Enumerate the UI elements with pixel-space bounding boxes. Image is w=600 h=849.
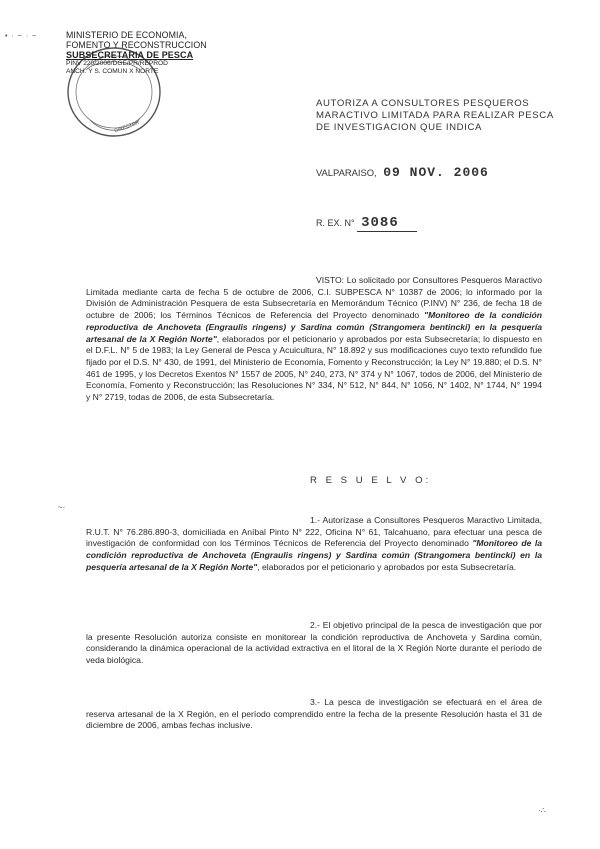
stamp-line-species: ANCH. Y S. COMUN X NORTE (66, 67, 159, 75)
foot-mark: ·∴ (538, 806, 546, 815)
margin-mark: ~· (58, 503, 66, 512)
visto-project-name: "Monitoreo de la condición reproductiva de Anchoveta (Engraulis ringens) y Sardina común (Strangomera bentincki) en la pesquería artesanal de la X Región Norte" (86, 310, 542, 344)
visto-text-2: , elaborados por el peticionario y aprobados por esta Subsecretaría; lo dispuesto en el D.F.L. N° 5 de 1983; la Ley General de Pesca y Acuicultura, N° 18.892 y sus modificaciones cuyo texto refundido fue fijado por el D.S. N° 430, de 1991, del Ministerio de Economía, Fomento y Reconstrucción; la Ley N° 19.880; el D.S. N° 461 de 1995, y los Decretos Exentos N° 1557 de 2005, N° 240, 273, N° 374 y N° 1067, todos de 2006, del Ministerio de Economía, Fomento y Reconstrucción; las Resoluciones N° 334, N° 512, N° 844, N° 1056, N° 1402, N° 1744, N° 1994 y N° 2719, todas de 2006, de esta Subsecretaría. (86, 333, 542, 403)
place-label: VALPARAISO, (316, 167, 377, 178)
point-2-text: 2.- El objetivo principal de la pesca de investigación que por la presente Resolución autoriza consiste en monitorear la condición reproductiva de Anchoveta y Sardina común, considerando la dinámica operacional de la actividad extractiva en el litoral de la X Región Norte durante el período de veda biológica. (86, 620, 542, 666)
handwritten-date: 09 NOV. 2006 (383, 165, 489, 180)
ministry-stamp (66, 30, 216, 135)
document-title: AUTORIZA A CONSULTORES PESQUEROS MARACTIVO LIMITADA PARA REALIZAR PESCA DE INVESTIGACION QUE INDICA (316, 98, 554, 133)
visto-lead: VISTO: (316, 275, 345, 285)
resolution-number-line (316, 215, 417, 231)
resuelvo-heading: R E S U E L V O: (310, 475, 432, 486)
seal-ring-text: DIRECTOR (113, 119, 141, 135)
point-1-text-2: , elaborados por el peticionario y aprobados por esta Subsecretaría. (257, 561, 517, 572)
rex-label: R. EX. N° (316, 218, 355, 228)
place-date-line (316, 165, 489, 180)
stamp-line-fomento: FOMENTO Y RECONSTRUCCION (66, 40, 207, 50)
stamp-line-reference: PINV 220/2006/DGE/PR/REPROD (66, 60, 168, 67)
stamp-line-ministry: MINISTERIO DE ECONOMIA, (66, 30, 188, 40)
point-1-paragraph (86, 515, 542, 574)
point-1-project-name: "Monitoreo de la condición reproductiva de Anchoveta (Engraulis ringens) y Sardina común (Strangomera bentincki) en la pesquería artesanal de la X Región Norte" (86, 538, 542, 572)
visto-paragraph (86, 275, 542, 404)
point-3-paragraph (86, 697, 542, 732)
corner-scan-mark: • · ~ · ~ (5, 33, 38, 40)
point-2-paragraph (86, 620, 542, 667)
point-1-text-1: 1.- Autorízase a Consultores Pesqueros Maractivo Limitada, R.U.T. N° 76.286.890-3, domiciliada en Aníbal Pinto N° 222, Oficina N° 61, Talcahuano, para efectuar una pesca de investigación de conformidad con los Términos Técnicos de Referencia del Proyecto denominado (86, 515, 542, 549)
resolution-number: 3086 (357, 215, 417, 232)
visto-text-1: Lo solicitado por Consultores Pesqueros Maractivo Limitada mediante carta de fecha 5 de octubre de 2006, C.I. SUBPESCA N° 10387 de 2006; lo informado por la División de Administración Pesquera de esta Subsecretaría en Memorándum Técnico (P.INV) N° 236, de fecha 18 de octubre de 2006; los Términos Técnicos de Referencia del Proyecto denominado (86, 275, 542, 321)
stamp-line-subsecretaria: SUBSECRETARIA DE PESCA (66, 50, 194, 60)
point-3-text: 3.- La pesca de investigación se efectuará en el área de reserva artesanal de la X Región, en el período comprendido entre la fecha de la presente Resolución hasta el 31 de diciembre de 2006, ambas fechas inclusive. (86, 697, 542, 731)
